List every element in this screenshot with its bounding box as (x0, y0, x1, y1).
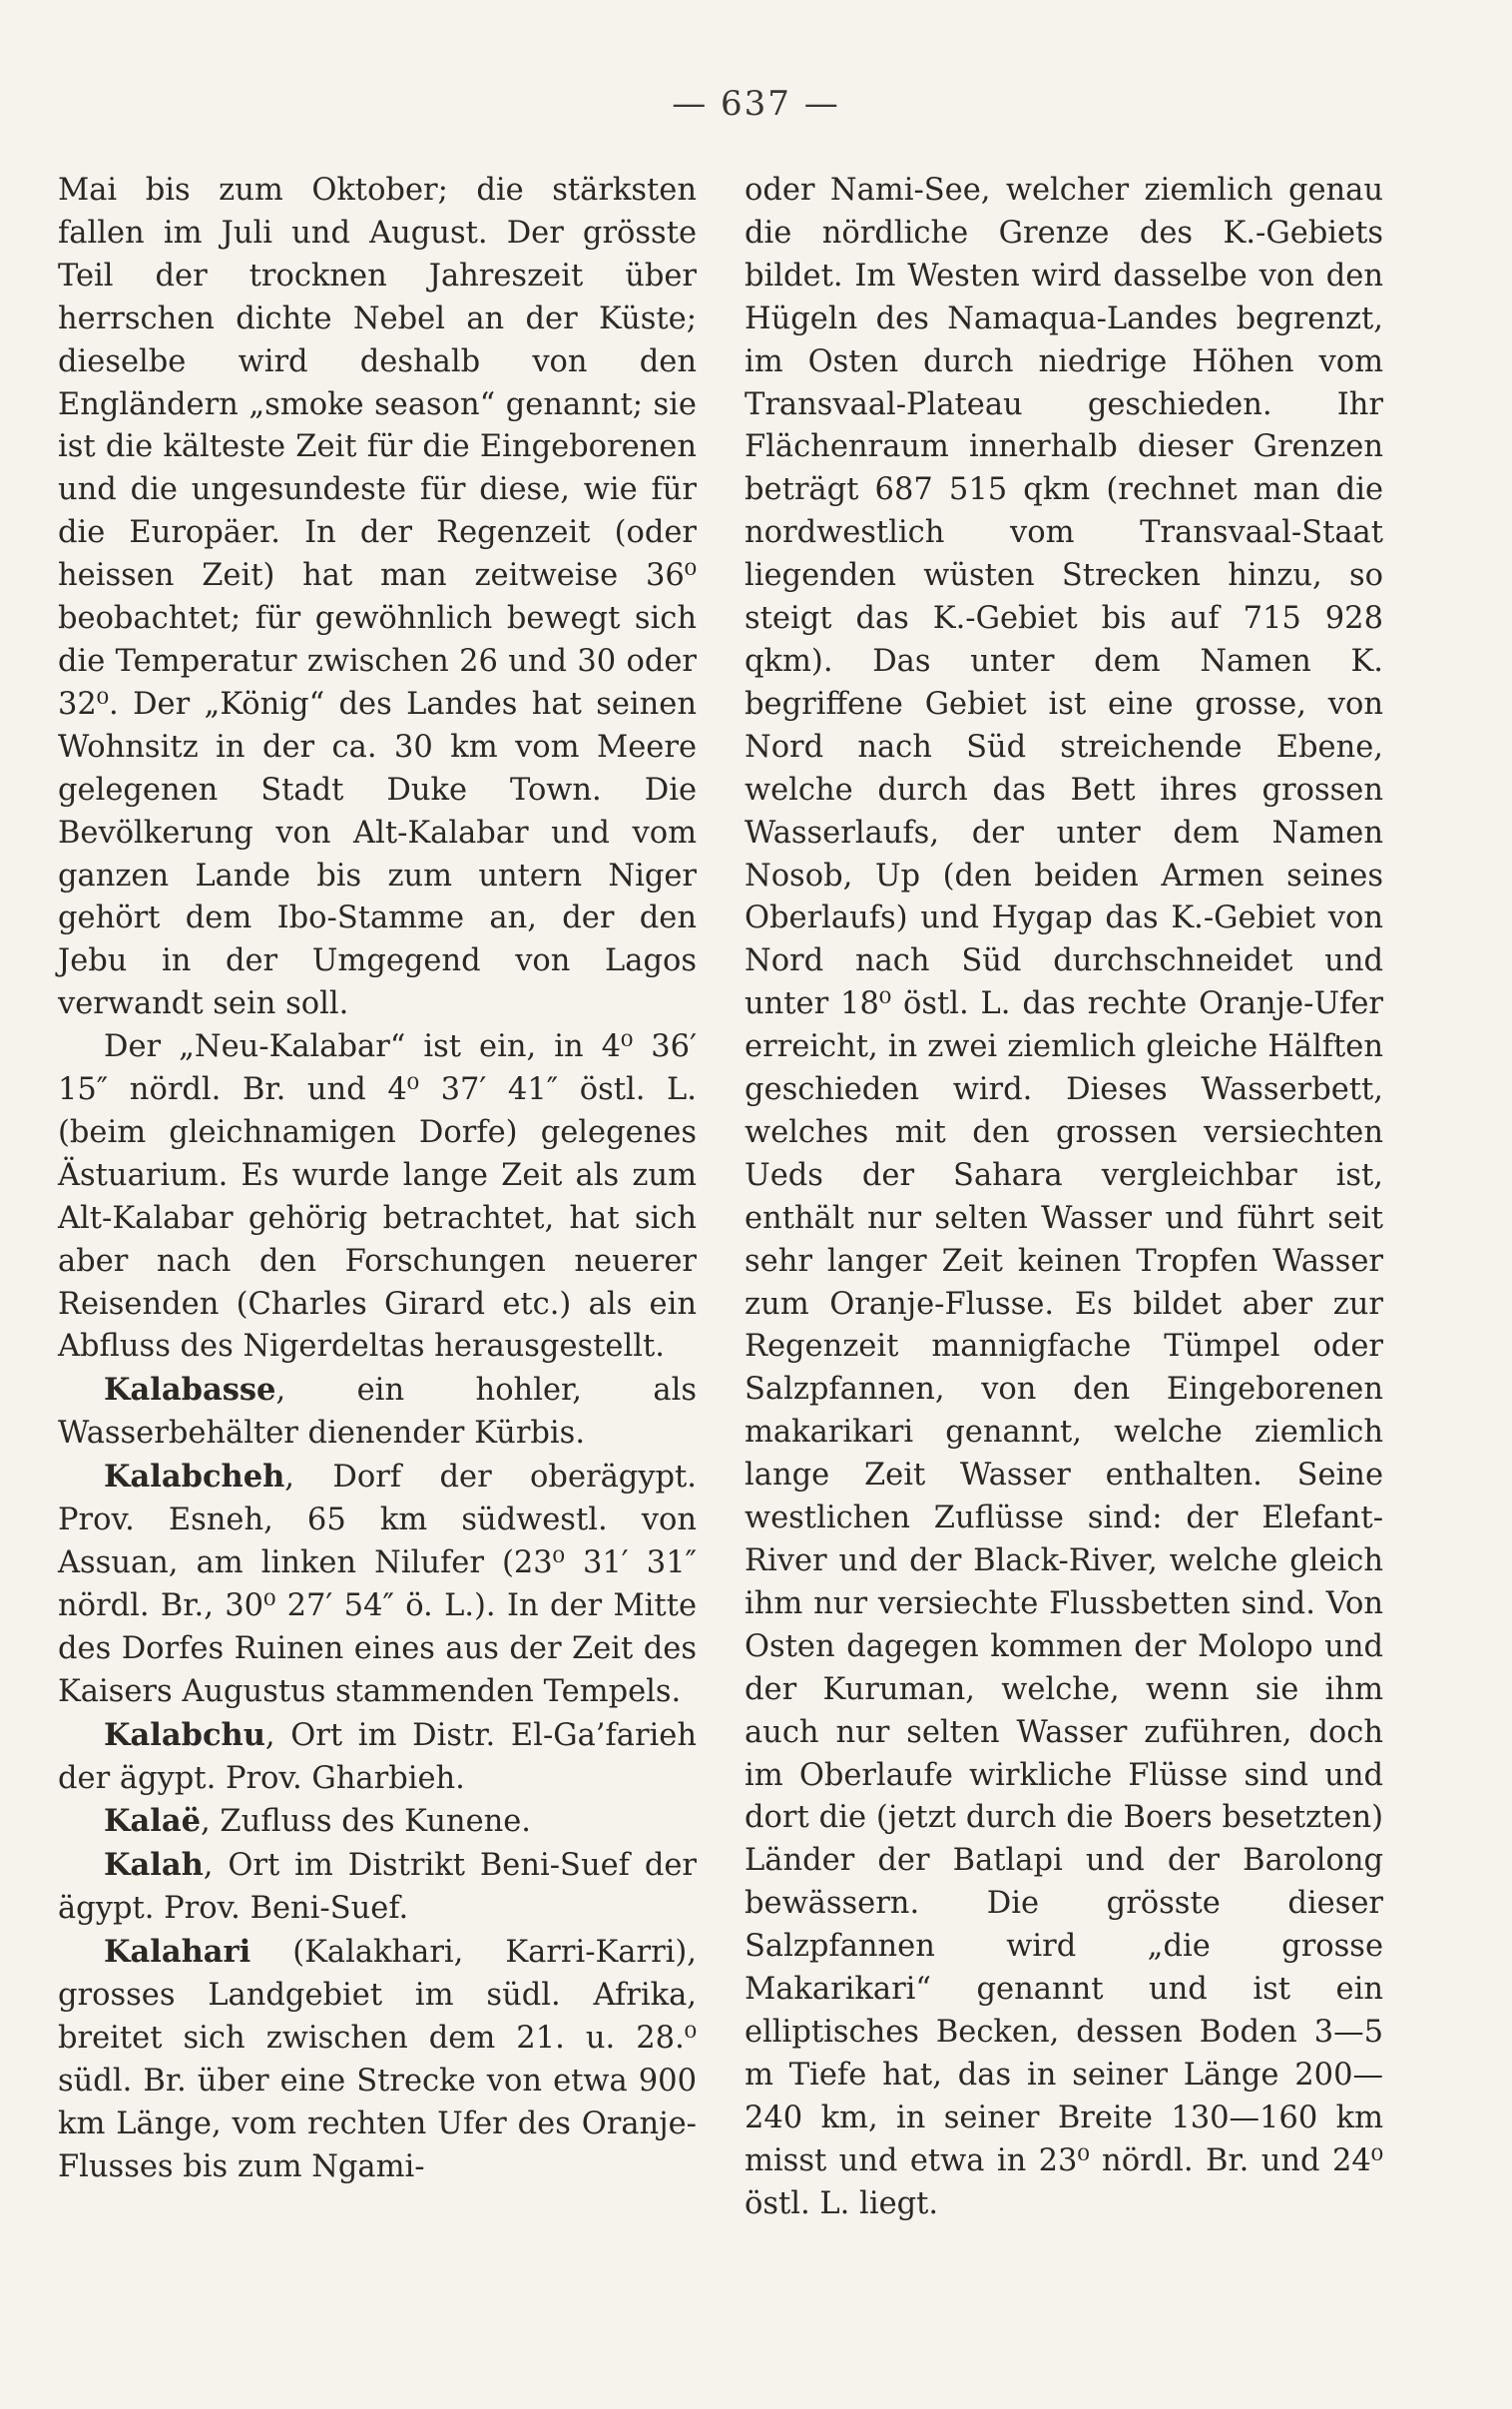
entry-kalahari (58, 1931, 697, 2188)
right-column (745, 170, 1383, 2226)
entry-neu-kalabar (58, 1026, 697, 1369)
entry-kalabcheh (58, 1456, 697, 1713)
entry-headword: Kalabchu (104, 1716, 265, 1753)
entry-text: , ein hohler, als Wasserbehälter dienender Kürbis. (58, 1373, 697, 1452)
entry-text: Der „Neu-Kalabar“ ist ein, in 4⁰ 36′ 15″ nördl. Br. und 4⁰ 37′ 41″ östl. L. (beim gleichnamigen Dorfe) gelegenes Ästuarium. Es wurde lange Zeit als zum Alt-Kalabar gehörig betrachtet, hat sich aber nach den Forschungen neuerer Reisenden (Charles Girard etc.) als ein Abfluss des Nigerdeltas herausgestellt. (58, 1029, 697, 1365)
entry-headword: Kalah (104, 1847, 204, 1884)
entry-kalabar-continued (58, 170, 697, 1026)
entry-text: Mai bis zum Oktober; die stärksten fallen im Juli und August. Der grösste Teil der trocknen Jahreszeit über herrschen dichte Nebel an der Küste; dieselbe wird deshalb von den Engländern „smoke season“ genannt; sie ist die kälteste Zeit für die Eingeborenen und die ungesundeste für diese, wie für die Europäer. In der Regenzeit (oder heissen Zeit) hat man zeitweise 36⁰ beobachtet; für gewöhnlich bewegt sich die Temperatur zwischen 26 und 30 oder 32⁰. Der „König“ des Landes hat seinen Wohnsitz in der ca. 30 km vom Meere gelegenen Stadt Duke Town. Die Bevölkerung von Alt-Kalabar und vom ganzen Lande bis zum untern Niger gehört dem Ibo-Stamme an, der den Jebu in der Umgegend von Lagos verwandt sein soll. (58, 173, 697, 1022)
entry-text: , Dorf der oberägypt. Prov. Esneh, 65 km südwestl. von Assuan, am linken Nilufer (23⁰ 31′ 31″ nördl. Br., 30⁰ 27′ 54″ ö. L.). In der Mitte des Dorfes Ruinen eines aus der Zeit des Kaisers Augustus stammenden Tempels. (58, 1460, 697, 1709)
entry-kalahari-continued: oder Nami-See, welcher ziemlich genau die nördliche Grenze des K.-Gebiets bildet. Im Westen wird dasselbe von den Hügeln des Namaqua-Landes begrenzt, im Osten durch niedrige Höhen vom Transvaal-Plateau geschieden. Ihr Flächenraum innerhalb dieser Grenzen beträgt 687 515 qkm (rechnet man die nordwestlich vom Transvaal-Staat liegenden wüsten Strecken hinzu, so steigt das K.-Gebiet bis auf 715 928 qkm). Das unter dem Namen K. begriffene Gebiet ist eine grosse, von Nord nach Süd streichende Ebene, welche durch das Bett ihres grossen Wasserlaufs, der unter dem Namen Nosob, Up (den beiden Armen seines Oberlaufs) und Hygap das K.-Gebiet von Nord nach Süd durchschneidet und unter 18⁰ östl. L. das rechte Oranje-Ufer erreicht, in zwei ziemlich gleiche Hälften geschieden wird. Dieses Wasserbett, welches mit den grossen versiechten Ueds der Sahara vergleichbar ist, enthält nur selten Wasser und führt seit sehr langer Zeit keinen Tropfen Wasser zum Oranje-Flusse. Es bildet aber zur Regenzeit mannigfache Tümpel oder Salzpfannen, von den Eingeborenen makarikari genannt, welche ziemlich lange Zeit Wasser enthalten. Seine westlichen Zuflüsse sind: der Elefant-River und der Black-River, welche gleich ihm nur versiechte Flussbetten sind. Von Osten dagegen kommen der Molopo und der Kuruman, welche, wenn sie ihm auch nur selten Wasser zuführen, doch im Oberlaufe wirkliche Flüsse sind und dort die (jetzt durch die Boers besetzten) Länder der Batlapi und der Barolong bewässern. Die grösste dieser Salzpfannen wird „die grosse Makarikari“ genannt und ist ein elliptisches Becken, dessen Boden 3—5 m Tiefe hat, das in seiner Länge 200—240 km, in seiner Breite 130—160 km misst und etwa in 23⁰ nördl. Br. und 24⁰ östl. L. liegt. (745, 173, 1383, 2221)
entry-kalabasse (58, 1369, 697, 1456)
entry-kalabchu (58, 1714, 697, 1801)
entry-text: , Ort im Distr. El-Ga’farieh der ägypt. Prov. Gharbieh. (58, 1717, 697, 1796)
entry-headword: Kalabasse (104, 1372, 276, 1409)
entry-text: , Zufluss des Kunene. (201, 1804, 532, 1840)
page-number: — 637 — (672, 84, 840, 124)
entry-headword: Kalabcheh (104, 1459, 285, 1496)
entry-kalae (58, 1800, 697, 1844)
entry-headword: Kalaë (104, 1803, 202, 1840)
entry-text: , Ort im Distrikt Beni-Suef der ägypt. Prov. Beni-Suef. (58, 1848, 697, 1927)
entry-headword: Kalahari (104, 1934, 252, 1971)
left-column (58, 170, 697, 2189)
entry-text: (Kalakhari, Karri-Karri), grosses Landgebiet im südl. Afrika, breitet sich zwischen dem 21. u. 28.⁰ südl. Br. über eine Strecke von etwa 900 km Länge, vom rechten Ufer des Oranje-Flusses bis zum Ngami- (58, 1935, 697, 2184)
entry-kalah (58, 1844, 697, 1931)
